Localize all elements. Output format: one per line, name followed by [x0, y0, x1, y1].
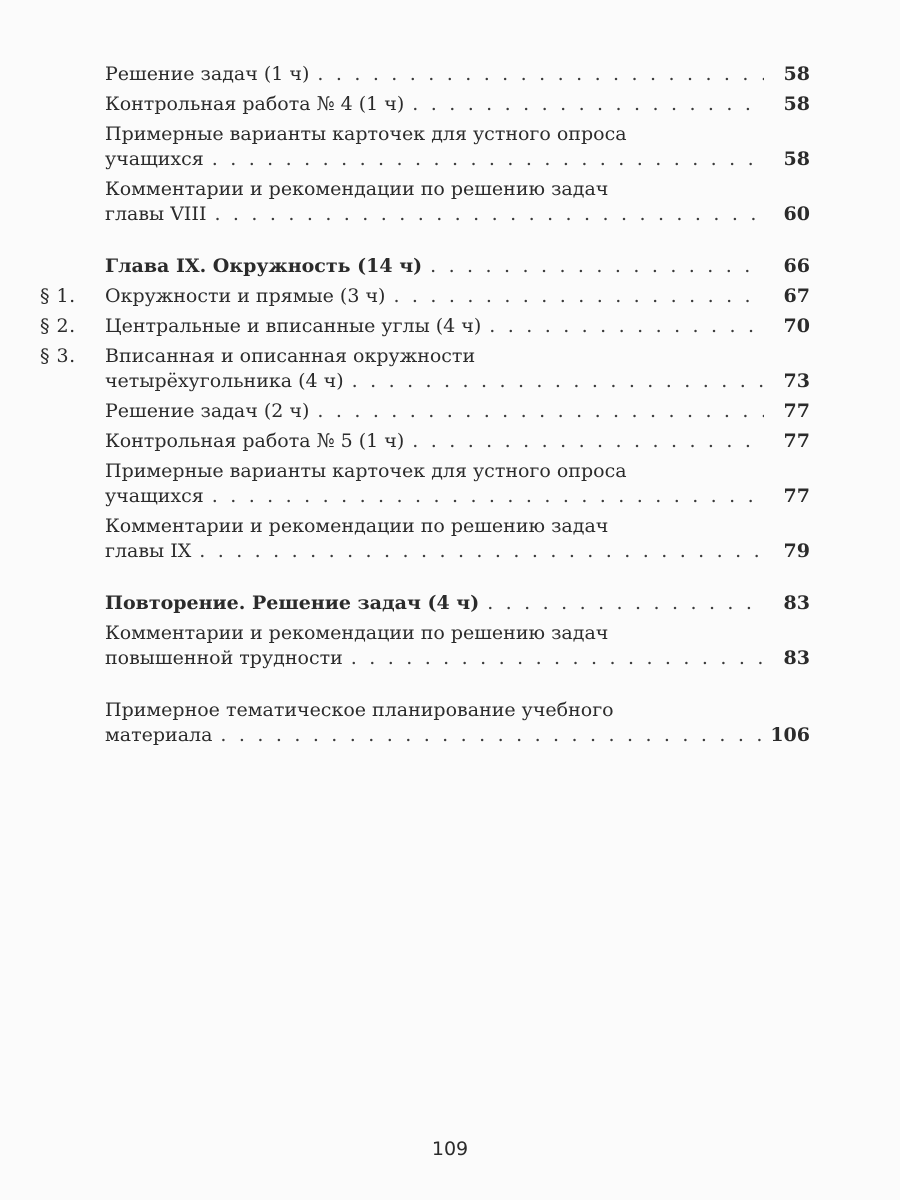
toc-entry-page: 77 — [783, 430, 810, 452]
toc-entry-title-line1: Примерное тематическое планирование учебного — [105, 699, 614, 721]
toc-entry-title: главы IX — [105, 540, 192, 562]
dot-leader — [317, 62, 764, 87]
toc-entry — [40, 92, 810, 117]
toc-entry-page: 79 — [783, 540, 810, 562]
toc-entry — [40, 514, 810, 564]
toc-entry-page: 77 — [783, 485, 810, 507]
toc-entry-page: 67 — [783, 285, 810, 307]
toc-chapter-heading — [40, 591, 810, 616]
toc-entry-title: повышенной трудности — [105, 647, 343, 669]
toc-entry-page: 83 — [783, 647, 810, 669]
dot-leader — [487, 591, 764, 616]
toc-entry-page: 73 — [783, 370, 810, 392]
dot-leader — [317, 399, 764, 424]
dot-leader — [214, 202, 764, 227]
dot-leader — [212, 484, 764, 509]
toc-entry — [40, 698, 810, 748]
table-of-contents — [40, 62, 810, 753]
toc-entry — [40, 314, 810, 339]
toc-entry-page: 58 — [783, 63, 810, 85]
toc-entry — [40, 122, 810, 172]
toc-entry-page: 58 — [783, 148, 810, 170]
toc-entry-title-line1: Примерные варианты карточек для устного опроса — [105, 123, 627, 145]
dot-leader — [412, 429, 764, 454]
section-spacer — [40, 676, 810, 698]
dot-leader — [351, 646, 764, 671]
section-spacer — [40, 569, 810, 591]
section-number: § 1. — [40, 285, 76, 307]
toc-entry — [40, 429, 810, 454]
toc-entry-page: 106 — [770, 724, 810, 746]
toc-entry-title-line1: Комментарии и рекомендации по решению задач — [105, 622, 609, 644]
dot-leader — [212, 147, 764, 172]
toc-entry-title: материала — [105, 724, 213, 746]
toc-entry-title: Решение задач (2 ч) — [105, 400, 310, 422]
toc-entry-title: Центральные и вписанные углы (4 ч) — [105, 315, 482, 337]
dot-leader — [352, 369, 764, 394]
toc-entry-page: 70 — [783, 315, 810, 337]
section-spacer — [40, 232, 810, 254]
dot-leader — [489, 314, 764, 339]
toc-entry-page: 60 — [783, 203, 810, 225]
toc-entry — [40, 459, 810, 509]
toc-entry-page: 77 — [783, 400, 810, 422]
toc-entry — [40, 344, 810, 394]
toc-entry-title-line1: Комментарии и рекомендации по решению задач — [105, 515, 609, 537]
toc-entry-title: Контрольная работа № 5 (1 ч) — [105, 430, 405, 452]
toc-entry-title: учащихся — [105, 485, 204, 507]
toc-entry-page: 83 — [783, 592, 810, 614]
toc-entry-title: Окружности и прямые (3 ч) — [105, 285, 386, 307]
toc-entry-title: Решение задач (1 ч) — [105, 63, 310, 85]
toc-entry-page: 66 — [783, 255, 810, 277]
section-number: § 3. — [40, 345, 76, 367]
toc-entry — [40, 177, 810, 227]
dot-leader — [393, 284, 764, 309]
toc-entry-title-line1: Комментарии и рекомендации по решению задач — [105, 178, 609, 200]
toc-entry-title: главы VIII — [105, 203, 207, 225]
toc-entry-title-line1: Примерные варианты карточек для устного опроса — [105, 460, 627, 482]
dot-leader — [199, 539, 764, 564]
page-number: 109 — [431, 1138, 469, 1160]
toc-entry-title: Глава IX. Окружность (14 ч) — [105, 255, 423, 277]
dot-leader — [412, 92, 764, 117]
toc-entry-title: Контрольная работа № 4 (1 ч) — [105, 93, 405, 115]
toc-entry-title: Повторение. Решение задач (4 ч) — [105, 592, 480, 614]
dot-leader — [220, 723, 764, 748]
section-number: § 2. — [40, 315, 76, 337]
toc-entry — [40, 399, 810, 424]
toc-entry-title: четырёхугольника (4 ч) — [105, 370, 344, 392]
toc-chapter-heading — [40, 254, 810, 279]
toc-entry — [40, 62, 810, 87]
toc-entry — [40, 621, 810, 671]
toc-entry-title-line1: Вписанная и описанная окружности — [105, 345, 476, 367]
toc-entry-page: 58 — [783, 93, 810, 115]
toc-entry-title: учащихся — [105, 148, 204, 170]
dot-leader — [430, 254, 764, 279]
toc-entry — [40, 284, 810, 309]
